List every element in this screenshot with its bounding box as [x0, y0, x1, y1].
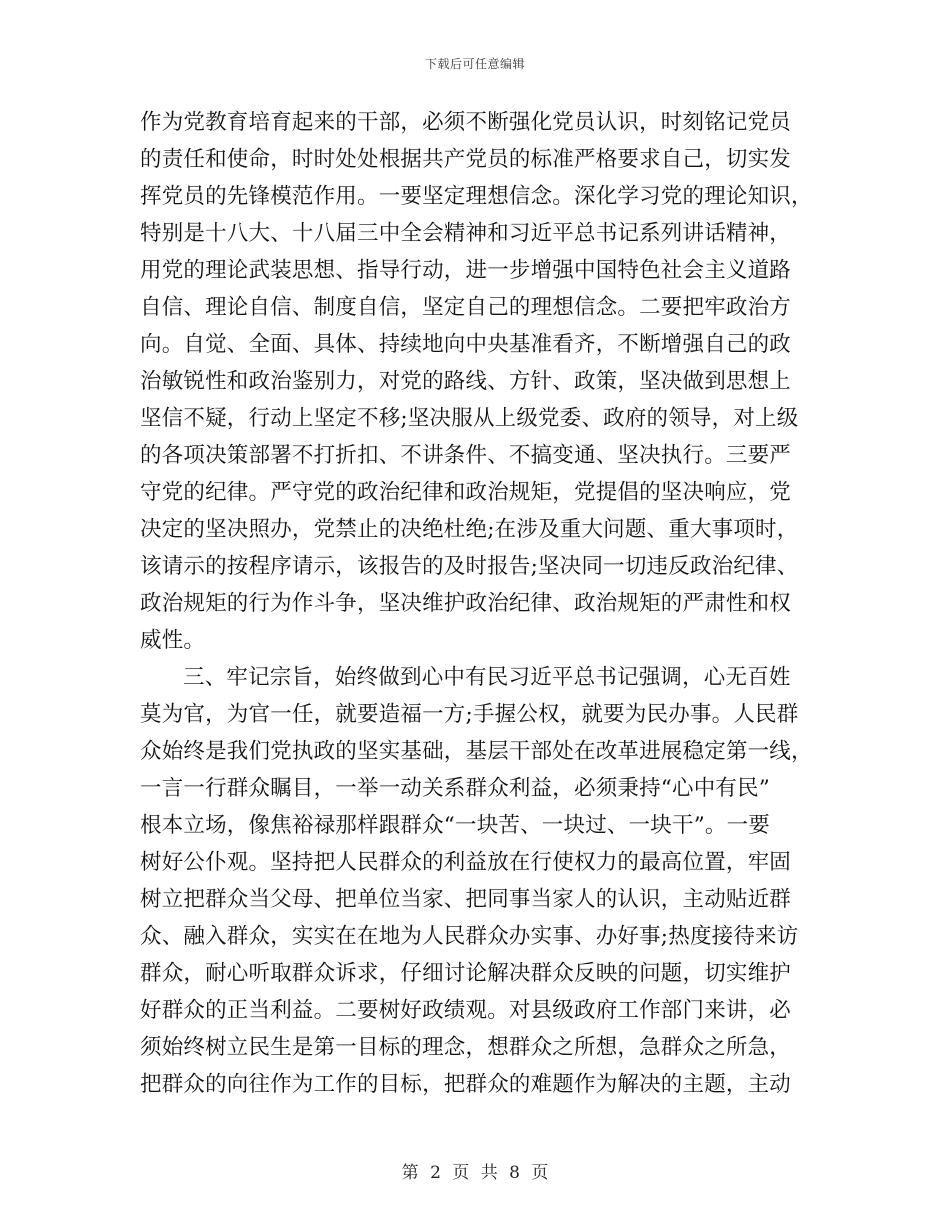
- body-line: 群众，耐心听取群众诉求，仔细讨论解决群众反映的问题，切实维护: [140, 961, 792, 986]
- footer-label-ye2: 页: [531, 1163, 549, 1183]
- body-line: 莫为官，为官一任，就要造福一方;手握公权，就要为民办事。人民群: [140, 702, 799, 727]
- body-line: 把群众的向往作为工作的目标，把群众的难题作为解决的主题，主动: [140, 1072, 792, 1097]
- body-line: 众始终是我们党执政的坚实基础，基层干部处在改革进展稳定第一线，: [140, 739, 813, 764]
- body-line: 治敏锐性和政治鉴别力，对党的路线、方针、政策，坚决做到思想上: [140, 369, 792, 394]
- footer-total-pages: 8: [509, 1163, 520, 1183]
- body-line: 须始终树立民生是第一目标的理念，想群众之所想，急群众之所急，: [140, 1035, 792, 1060]
- body-line: 威性。: [140, 628, 206, 653]
- body-line: 众、融入群众，实实在在地为人民群众办实事、办好事;热度接待来访: [140, 924, 799, 949]
- body-line: 决定的坚决照办，党禁止的决绝杜绝;在涉及重大问题、重大事项时，: [140, 517, 799, 542]
- body-line: 的责任和使命，时时处处根据共产党员的标准严格要求自己，切实发: [140, 147, 792, 172]
- body-line: 作为党教育培育起来的干部，必须不断强化党员认识，时刻铭记党员: [140, 110, 792, 135]
- footer-label-gong: 共: [480, 1163, 498, 1183]
- body-line: 该请示的按程序请示，该报告的及时报告;坚决同一切违反政治纪律、: [140, 554, 799, 579]
- body-line: 好群众的正当利益。二要树好政绩观。对县级政府工作部门来讲，必: [140, 998, 792, 1023]
- body-line: 用党的理论武装思想、指导行动，进一步增强中国特色社会主义道路: [140, 258, 792, 283]
- body-line: 守党的纪律。严守党的政治纪律和政治规矩，党提倡的坚决响应，党: [140, 480, 792, 505]
- page-footer: [0, 1158, 950, 1183]
- body-line: 根本立场，像焦裕禄那样跟群众“一块苦、一块过、一块干”。一要: [140, 813, 770, 838]
- body-line: 政治规矩的行为作斗争，坚决维护政治纪律、政治规矩的严肃性和权: [140, 591, 792, 616]
- page-header: 下载后可任意编辑: [424, 57, 525, 71]
- body-line: 坚信不疑，行动上坚定不移;坚决服从上级党委、政府的领导，对上级: [140, 406, 799, 431]
- paragraph-first-line: 三、牢记宗旨，始终做到心中有民习近平总书记强调，心无百姓: [183, 665, 791, 690]
- body-line: 一言一行群众瞩目，一举一动关系群众利益，必须秉持“心中有民”: [140, 776, 770, 801]
- body-line: 挥党员的先锋模范作用。一要坚定理想信念。深化学习党的理论知识，: [140, 184, 813, 209]
- body-line: 树立把群众当父母、把单位当家、把同事当家人的认识，主动贴近群: [140, 887, 792, 912]
- body-line: 特别是十八大、十八届三中全会精神和习近平总书记系列讲话精神，: [140, 221, 792, 246]
- body-line: 向。自觉、全面、具体、持续地向中央基准看齐，不断增强自己的政: [140, 332, 792, 357]
- body-line: 树好公仆观。坚持把人民群众的利益放在行使权力的最高位置，牢固: [140, 850, 792, 875]
- footer-label-ye: 页: [452, 1163, 470, 1183]
- body-line: 自信、理论自信、制度自信，坚定自己的理想信念。二要把牢政治方: [140, 295, 792, 320]
- footer-label-di: 第: [401, 1163, 419, 1183]
- body-line: 的各项决策部署不打折扣、不讲条件、不搞变通、坚决执行。三要严: [140, 443, 792, 468]
- footer-page-number: 2: [430, 1163, 441, 1183]
